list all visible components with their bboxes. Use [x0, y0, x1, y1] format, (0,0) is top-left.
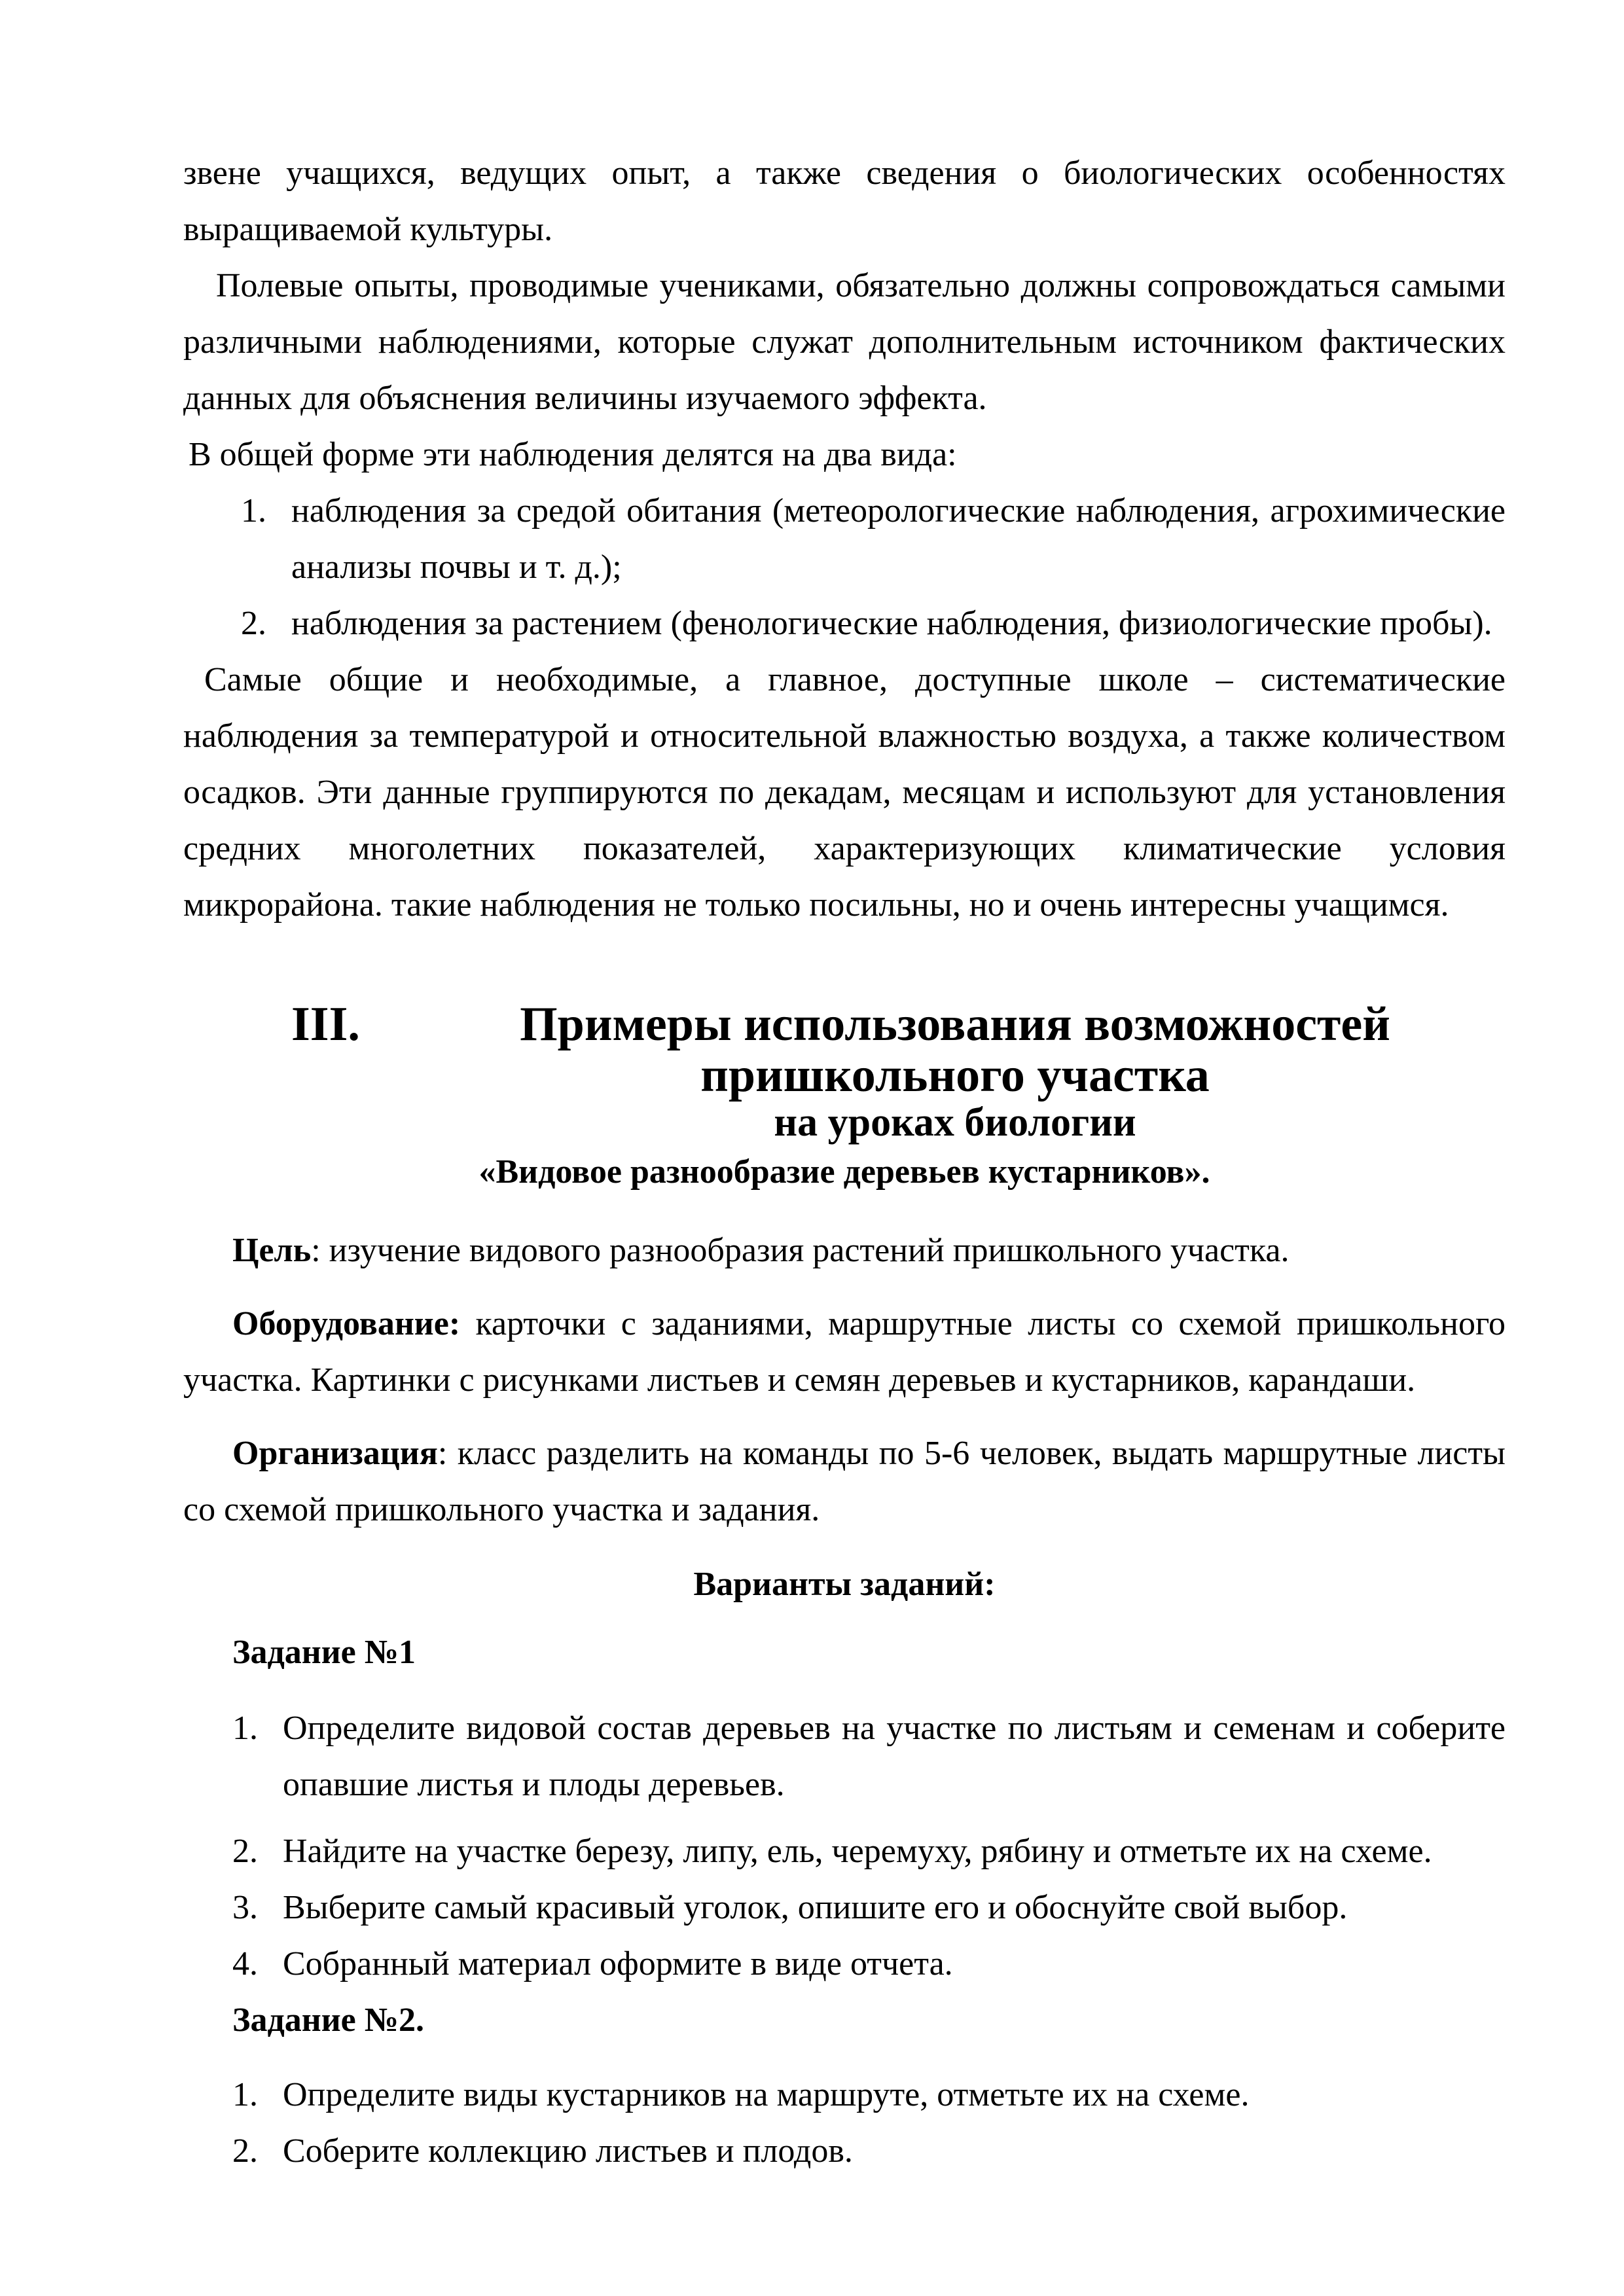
- equipment-text: карточки с заданиями, маршрутные листы со схемой пришкольного участка. Картинки с рисунками листьев и семян деревьев и кустарников, карандаши.: [183, 1305, 1506, 1399]
- list-item-text: наблюдения за средой обитания (метеорологические наблюдения, агрохимические анализы почвы и т. д.);: [291, 492, 1506, 586]
- list-item-number: 1.: [232, 1710, 258, 1747]
- task2-list-item: [183, 2123, 1506, 2179]
- organization-text: : класс разделить на команды по 5-6 человек, выдать маршрутные листы со схемой пришкольного участка и задания.: [183, 1435, 1506, 1528]
- paragraph-field-experiments: Полевые опыты, проводимые учениками, обязательно должны сопровождаться самыми различными наблюдениями, которые служат дополнительным источником фактических данных для объяснения величины изучаемого эффекта.: [183, 267, 1506, 417]
- page-content: [183, 145, 1506, 2179]
- task1-list-item: [183, 1880, 1506, 1936]
- list-item-text: Найдите на участке березу, липу, ель, черемуху, рябину и отметьте их на схеме.: [283, 1833, 1432, 1870]
- list-item-text: Определите виды кустарников на маршруте, отметьте их на схеме.: [283, 2076, 1250, 2113]
- task2-list: [183, 2067, 1506, 2179]
- section-heading: [183, 999, 1506, 1101]
- section-title-line1: Примеры использования возможностей пришкольного участка: [520, 997, 1390, 1102]
- task1-title: Задание №1: [232, 1634, 416, 1671]
- task2-title: Задание №2.: [232, 2001, 425, 2039]
- task1-list-item: [183, 1700, 1506, 1813]
- observation-list-item: [183, 596, 1506, 652]
- observation-list-item: [183, 483, 1506, 596]
- task1-list: [183, 1700, 1506, 1992]
- section-number: III.: [291, 997, 360, 1051]
- goal-text: : изучение видового разнообразия растений пришкольного участка.: [311, 1232, 1290, 1269]
- list-item-number: 4.: [232, 1945, 258, 1982]
- list-item-text: наблюдения за растением (фенологические наблюдения, физиологические пробы).: [291, 605, 1492, 642]
- organization-paragraph: [183, 1426, 1506, 1538]
- list-item-number: 3.: [232, 1889, 258, 1926]
- organization-label: Организация: [232, 1435, 438, 1472]
- list-item-number: 2.: [232, 2132, 258, 2170]
- task1-list-item: [183, 1823, 1506, 1880]
- lesson-subtitle: «Видовое разнообразие деревьев кустарников».: [478, 1153, 1210, 1191]
- equipment-label: Оборудование:: [232, 1305, 461, 1342]
- paragraph-intro-continuation: звене учащихся, ведущих опыт, а также сведения о биологических особенностях выращиваемой культуры.: [183, 154, 1506, 248]
- list-item-number: 2.: [232, 1833, 258, 1870]
- list-item-text: Выберите самый красивый уголок, опишите его и обоснуйте свой выбор.: [283, 1889, 1348, 1926]
- paragraph-systematic-observations: Самые общие и необходимые, а главное, доступные школе – систематические наблюдения за температурой и относительной влажностью воздуха, а также количеством осадков. Эти данные группируются по декадам, месяцам и используют для установления средних многолетних показателей, характеризующих климатические условия микрорайона. такие наблюдения не только посильны, но и очень интересны учащимся.: [183, 661, 1506, 924]
- variants-heading: Варианты заданий:: [693, 1566, 996, 1603]
- list-item-number: 1.: [232, 2076, 258, 2113]
- goal-paragraph: [183, 1223, 1506, 1279]
- list-item-text: Соберите коллекцию листьев и плодов.: [283, 2132, 853, 2170]
- paragraph-observation-types-intro: В общей форме эти наблюдения делятся на два вида:: [189, 436, 957, 473]
- list-item-number: 1.: [241, 492, 266, 529]
- section-title-line2: на уроках биологии: [774, 1100, 1136, 1145]
- task2-list-item: [183, 2067, 1506, 2123]
- list-item-number: 2.: [241, 605, 266, 642]
- goal-label: Цель: [232, 1232, 312, 1269]
- list-item-text: Собранный материал оформите в виде отчета.: [283, 1945, 953, 1982]
- observation-list: [183, 483, 1506, 652]
- list-item-text: Определите видовой состав деревьев на участке по листьям и семенам и соберите опавшие листья и плоды деревьев.: [283, 1710, 1506, 1803]
- equipment-paragraph: [183, 1296, 1506, 1408]
- task1-list-item: [183, 1936, 1506, 1992]
